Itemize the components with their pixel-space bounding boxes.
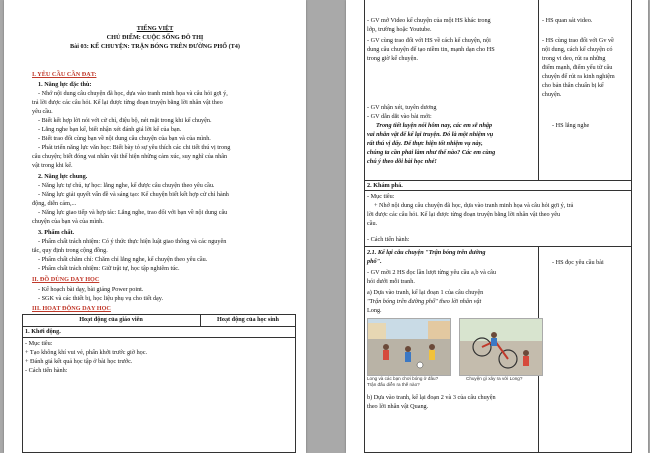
caption-picture-1: Long và các bạn chơi bóng ở đâu? — [367, 376, 439, 381]
theme-title: CHỦ ĐIỂM: CUỘC SỐNG ĐÔ THỊ — [106, 34, 204, 41]
text-line: - GV nhận xét, tuyên dương — [367, 104, 437, 111]
quote-line: Trong tiết luyện nói hôm nay, các em sẽ nhập — [376, 122, 493, 129]
text-line: điểm mạnh, điểm yếu từ câu — [542, 64, 613, 71]
text-line: + Đánh giá kết quả học tập ở bài học trước. — [25, 358, 133, 365]
text-line: - GV dẫn dắt vào bài mới: — [367, 113, 432, 120]
text-line: theo lời nhân vật Quang. — [367, 403, 429, 410]
table-divider — [364, 246, 632, 247]
activity-table — [22, 314, 296, 453]
text-line: lớp, trường hoặc Youtube. — [367, 26, 432, 33]
text-line: - Kế hoạch bài dạy, bài giảng Power point. — [38, 286, 144, 293]
text-line: dung câu chuyện để tạo niềm tin, mạnh dạn cho HS — [367, 46, 495, 53]
table-divider — [538, 0, 539, 180]
section-activities: III. HOẠT ĐỘNG DẠY HỌC — [32, 305, 111, 312]
text-line: "Trận bóng trên đường phố" theo lời nhân vật — [367, 298, 482, 305]
text-line: - Biết kết hợp lời nói với cử chỉ, điệu bộ, nét mặt trong khi kể chuyện. — [38, 117, 212, 124]
page-left — [4, 0, 306, 453]
subheading-qualities: 3. Phẩm chất. — [38, 229, 75, 236]
text-line: lời được các câu hỏi. Kể lại được từng đoạn truyện bằng lời nhân vật theo yêu — [367, 211, 561, 218]
text-line: - Phẩm chất trách nhiệm: Giữ trật tự, học tập nghiêm túc. — [38, 265, 180, 272]
section-warmup: 1. Khởi động. — [25, 328, 61, 335]
page-right — [346, 0, 648, 453]
section-explore: 2. Khám phá. — [367, 182, 403, 189]
caption-picture-1: Trận đấu diễn ra thế nào? — [367, 382, 420, 387]
text-line: - GV cùng trao đổi với HS về cách kể chuyện, nội — [367, 37, 491, 44]
section-requirements: I. YÊU CẦU CẦN ĐẠT: — [32, 71, 97, 78]
text-line: động, diễn cảm,... — [32, 200, 77, 207]
table-header-student: Hoạt động của học sinh — [217, 316, 279, 323]
text-line: trong vi deo, rút ra những — [542, 55, 606, 62]
text-line: a) Dựa vào tranh, kể lại đoạn 1 của câu chuyện — [367, 289, 484, 296]
table-divider — [364, 190, 632, 191]
text-line: - Năng lực giao tiếp và hợp tác: Lắng nghe, trao đổi với bạn về nội dung câu — [38, 209, 228, 216]
table-header-teacher: Hoạt động của giáo viên — [79, 316, 143, 323]
text-line: - HS đọc yêu cầu bài — [552, 259, 604, 266]
subject-title: TIẾNG VIỆT — [136, 25, 174, 32]
section-materials: II. ĐỒ DÙNG DẠY HỌC — [32, 276, 100, 283]
illustration-street-football — [367, 318, 451, 376]
caption-picture-2: Chuyện gì xảy ra với Long? — [466, 376, 523, 381]
subheading-general: 2. Năng lực chung. — [38, 173, 88, 180]
table-divider — [22, 326, 296, 327]
text-line: - GV mở Video kể chuyện của một HS khác trong — [367, 17, 491, 24]
text-line: - GV mời 2 HS đọc lần lượt từng yêu cầu a,b và câu — [367, 269, 496, 276]
text-line: cho bản thân chuẩn bị kể — [542, 82, 604, 89]
subheading-specific: 1. Năng lực đặc thù: — [38, 81, 92, 88]
text-line: câu chuyện; biết đóng vai nhân vật thể hiện những cảm xúc, suy nghĩ của nhân — [32, 153, 228, 160]
text-line: - Phát triển năng lực văn học: Biết bày tỏ sự yêu thích các chi tiết thú vị trong — [38, 144, 231, 151]
text-line: - Phẩm chất chăm chỉ: Chăm chỉ lắng nghe, kể chuyện theo yêu cầu. — [38, 256, 208, 263]
text-line: - Lắng nghe bạn kể, biết nhận xét đánh giá lời kể của bạn. — [38, 126, 182, 133]
text-line: chuyện. — [542, 91, 562, 98]
quote-line: chú ý theo dõi bài học nhé! — [367, 158, 437, 165]
text-line: - Biết trao đổi cùng bạn về nội dung câu chuyện của bạn và của mình. — [38, 135, 211, 142]
text-line: vật trong khi kể. — [32, 162, 73, 169]
text-line: - Cách tiến hành: — [367, 236, 410, 243]
table-divider — [364, 180, 632, 181]
text-line: - Phẩm chất trách nhiệm: Có ý thức thực hiện luật giao thông và các nguyên — [38, 238, 227, 245]
text-line: Long. — [367, 307, 382, 314]
text-line: - Mục tiêu: — [25, 340, 53, 347]
text-line: cầu. — [367, 220, 378, 227]
illustration-long-injured — [459, 318, 543, 376]
text-line: chuyện để rút ra kinh nghiệm — [542, 73, 615, 80]
text-line: trả lời được các câu hỏi. Kể lại được từng đoạn truyện bằng lời nhân vật theo — [32, 99, 223, 106]
text-line: - Năng lực giải quyết vấn đề và sáng tạo: Kể chuyện biết kết hợp cử chỉ hành — [38, 191, 229, 198]
text-line: chuyện của bạn và của mình. — [32, 218, 104, 225]
text-line: yêu cầu. — [32, 108, 53, 115]
text-line: trong giờ kể chuyện. — [367, 55, 419, 62]
activity-title: 2.1. Kể lại câu chuyện "Trận bóng trên đường — [367, 249, 486, 256]
text-line: - HS quan sát video. — [542, 17, 593, 24]
text-line: - Năng lực tự chủ, tự học: lắng nghe, kể được câu chuyện theo yêu cầu. — [38, 182, 215, 189]
text-line: + Tạo không khí vui vẻ, phấn khởi trước giờ học. — [25, 349, 148, 356]
text-line: - Cách tiến hành: — [25, 367, 68, 374]
activity-title: phố". — [367, 258, 382, 265]
text-line: nội dung, cách kể chuyện có — [542, 46, 613, 53]
text-line: hỏi dưới mỗi tranh. — [367, 278, 415, 285]
text-line: tắc, quy định trong cộng đồng. — [32, 247, 108, 254]
table-divider — [22, 337, 296, 338]
text-line: - SGK và các thiết bị, học liệu phụ vụ cho tiết dạy. — [38, 295, 164, 302]
text-line: b) Dựa vào tranh, kể lại đoạn 2 và 3 của câu chuyện — [367, 394, 496, 401]
quote-line: vai nhân vật để kể lại truyện. Đó là một nhiệm vụ — [367, 131, 494, 138]
quote-line: rất thú vị đấy. Để thực hiện tốt nhiệm vụ này, — [367, 140, 483, 147]
quote-line: chúng ta cần phải làm như thế nào? Các em cùng — [367, 149, 496, 156]
text-line: + Nhớ nội dung câu chuyện đã học, dựa vào tranh minh họa và câu hỏi gợi ý, trả — [374, 202, 574, 209]
text-line: - HS cùng trao đổi với Gv về — [542, 37, 614, 44]
lesson-title: Bài 03: KỂ CHUYỆN: TRẬN BÓNG TRÊN ĐƯỜNG PHỐ (T4) — [70, 43, 240, 50]
text-line: - Mục tiêu: — [367, 193, 395, 200]
text-line: - Nhớ nội dung câu chuyện đã học, dựa vào tranh minh họa và câu hỏi gợi ý, — [38, 90, 228, 97]
text-line: - HS lắng nghe — [552, 122, 590, 129]
